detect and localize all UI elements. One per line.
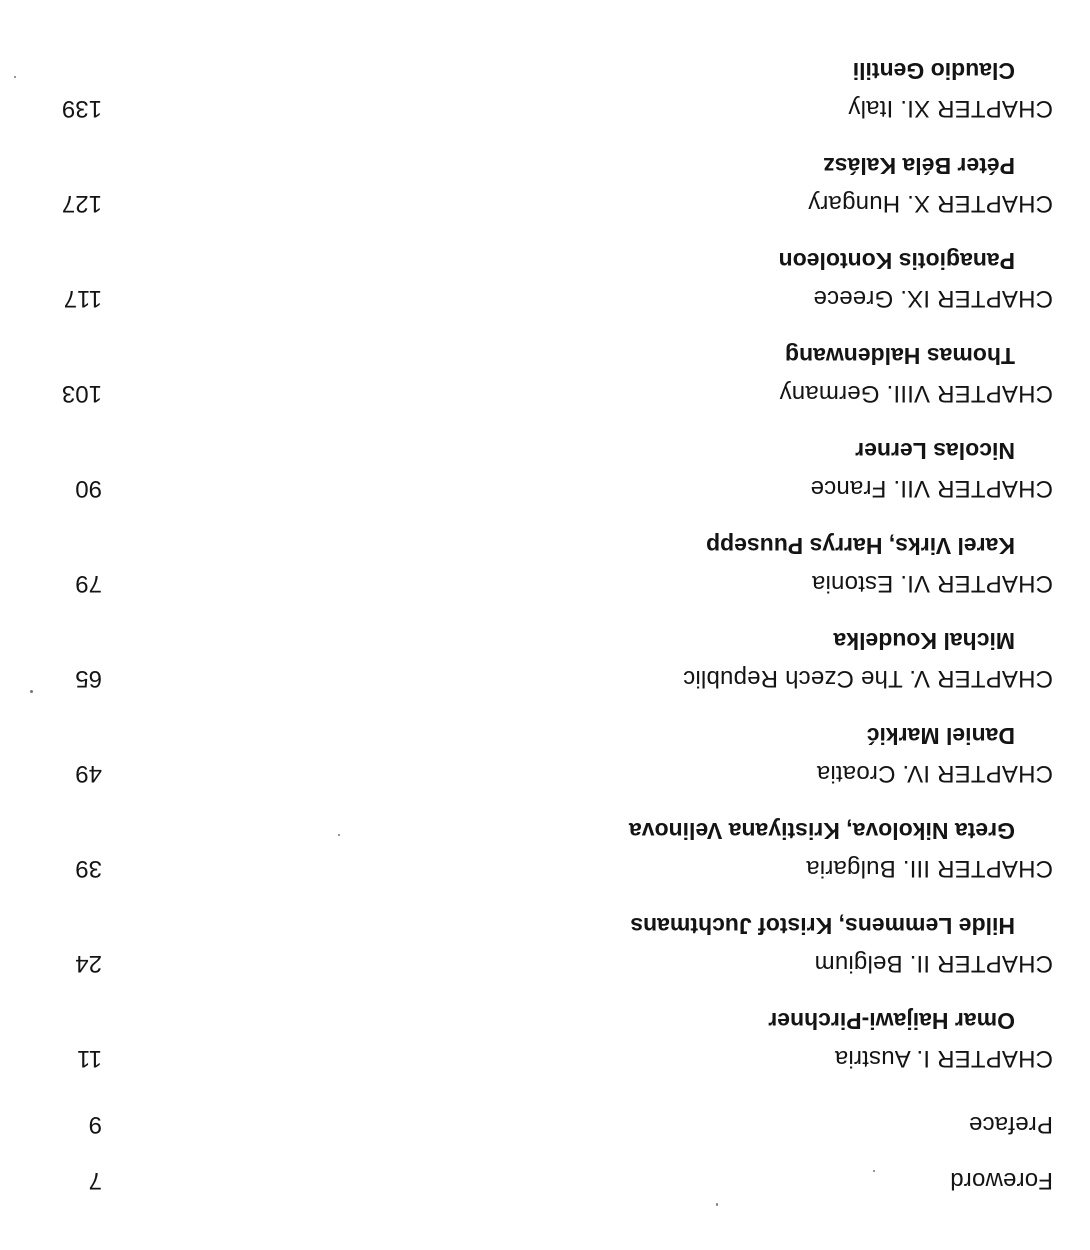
chapter-author: Karel Virks, Harrys Puusepp [706, 533, 1015, 559]
chapter-title: CHAPTER XI. Italy [848, 95, 1053, 122]
chapter-title: CHAPTER IX. Greece [813, 285, 1053, 312]
chapter-page-number: 127 [61, 190, 102, 217]
scan-speck [14, 76, 16, 78]
chapter-page-number: 24 [75, 950, 102, 977]
chapter-title: CHAPTER I. Austria [834, 1045, 1053, 1072]
chapter-author: Daniel Markić [866, 723, 1015, 749]
chapter-page-number: 65 [75, 665, 102, 692]
scan-speck [338, 834, 340, 836]
chapter-page-number: 79 [75, 570, 102, 597]
chapter-author: Michal Koudelka [833, 628, 1015, 654]
scan-speck [716, 1203, 718, 1206]
chapter-title: CHAPTER II. Belgium [814, 950, 1053, 977]
chapter-title: CHAPTER VIII. Germany [779, 380, 1053, 407]
entry-title: Foreword [950, 1167, 1053, 1194]
chapter-page-number: 11 [77, 1045, 102, 1072]
chapter-page-number: 49 [75, 760, 102, 787]
chapter-author: Hilde Lemmens, Kristof Juchtmans [630, 913, 1015, 939]
chapter-author: Péter Béla Kalász [823, 153, 1015, 179]
chapter-page-number: 139 [61, 95, 102, 122]
chapter-author: Greta Nikolova, Kristiyana Velinova [628, 818, 1015, 844]
scan-speck [30, 690, 33, 693]
chapter-author: Panagiotis Kontoleon [778, 248, 1015, 274]
chapter-page-number: 90 [75, 475, 102, 502]
chapter-title: CHAPTER III. Bulgaria [806, 855, 1053, 882]
chapter-title: CHAPTER X. Hungary [807, 190, 1053, 217]
chapter-author: Omar Haijawi-Pirchner [768, 1008, 1015, 1034]
chapter-title: CHAPTER VI. Estonia [811, 570, 1053, 597]
chapter-title: CHAPTER IV. Croatia [816, 760, 1053, 787]
chapter-page-number: 117 [63, 285, 102, 312]
chapter-author: Claudio Gentili [852, 58, 1015, 84]
chapter-author: Nicolas Lerner [855, 438, 1015, 464]
scan-speck [873, 1170, 875, 1172]
chapter-title: CHAPTER VII. France [810, 475, 1053, 502]
chapter-title: CHAPTER V. The Czech Republic [683, 665, 1053, 692]
chapter-page-number: 103 [61, 380, 102, 407]
entry-page-number: 9 [88, 1111, 102, 1138]
entry-page-number: 7 [88, 1167, 102, 1194]
entry-title: Preface [968, 1111, 1053, 1138]
chapter-author: Thomas Haldenwang [784, 343, 1015, 369]
chapter-page-number: 39 [75, 855, 102, 882]
